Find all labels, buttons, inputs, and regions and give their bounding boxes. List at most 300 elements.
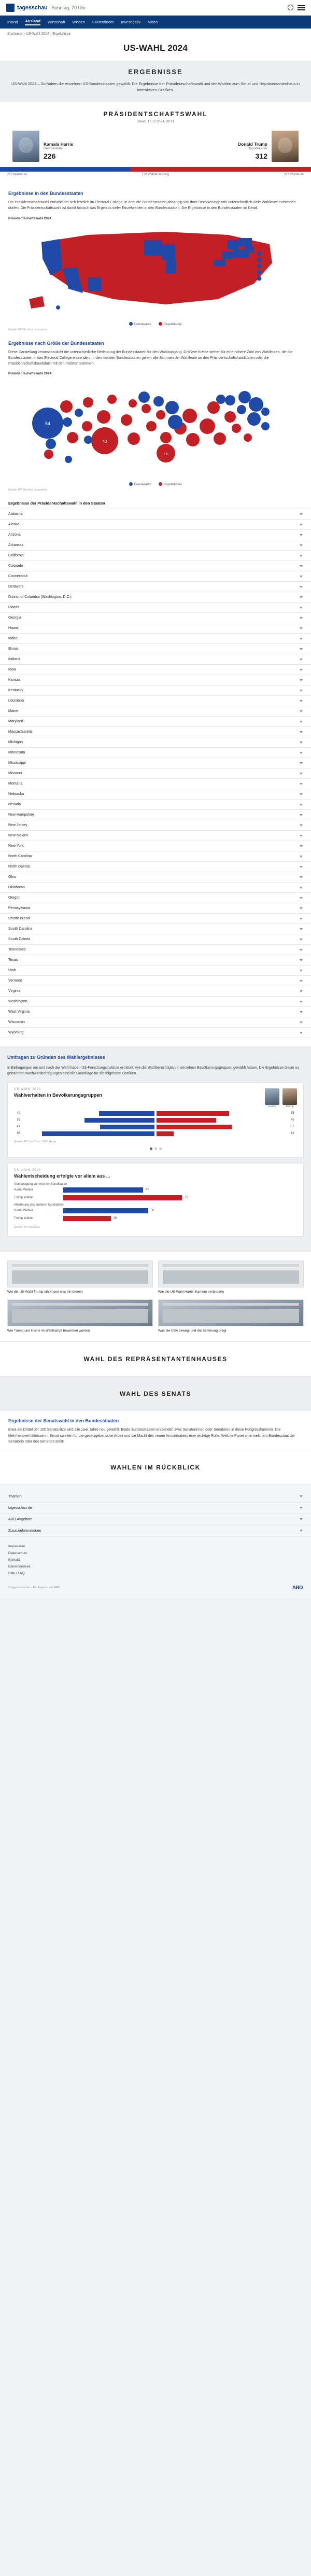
candidate-name: Kamala Harris xyxy=(44,142,74,147)
electors-bar-label-left: 226 Wahlleute xyxy=(7,173,27,177)
state-name: Maryland xyxy=(8,720,23,724)
state-name: Vermont xyxy=(8,979,22,983)
chevron-down-icon xyxy=(300,607,303,609)
teaser-card[interactable] xyxy=(7,1261,153,1294)
us-choropleth-map[interactable] xyxy=(8,221,303,320)
footer-section-label: Zusatzinformationen xyxy=(8,1529,41,1533)
chevron-down-icon xyxy=(300,1530,303,1532)
state-accordion-row[interactable] xyxy=(0,872,311,883)
state-accordion-row[interactable] xyxy=(0,623,311,634)
bubble-source: Quelle: AP/Election Laboratory xyxy=(8,488,47,492)
bar-trump xyxy=(157,1131,174,1136)
senate-section xyxy=(0,1376,311,1411)
chevron-down-icon xyxy=(300,866,303,868)
state-name: Rhode Island xyxy=(8,917,30,921)
chevron-down-icon xyxy=(300,1011,303,1013)
state-accordion-row[interactable] xyxy=(0,561,311,571)
state-accordion-row[interactable] xyxy=(0,893,311,903)
chevron-down-icon xyxy=(300,814,303,816)
state-name: Washington xyxy=(8,1000,27,1004)
house-section xyxy=(0,1341,311,1376)
state-name: Tennessee xyxy=(8,948,26,952)
thumb-label-harris: Harris xyxy=(268,1104,276,1108)
chevron-down-icon xyxy=(300,928,303,930)
chevron-down-icon xyxy=(300,876,303,878)
footer-section-tagesschau[interactable] xyxy=(0,1503,311,1514)
state-accordion-row[interactable] xyxy=(0,717,311,727)
state-name: Illinois xyxy=(8,647,19,651)
presidential-header xyxy=(0,102,311,125)
chevron-down-icon xyxy=(300,856,303,858)
state-accordion-row[interactable] xyxy=(0,706,311,717)
chevron-down-icon xyxy=(300,669,303,671)
motivation-bar-label: Harris Wähler xyxy=(14,1188,33,1192)
legend-item-rep xyxy=(159,322,182,326)
state-accordion-row[interactable] xyxy=(0,685,311,696)
avatar xyxy=(12,131,39,162)
state-name: California xyxy=(8,554,24,558)
chevron-down-icon xyxy=(300,1001,303,1003)
polls-heading: Umfragen zu Gründen des Wahlergebnisses xyxy=(7,1055,105,1060)
avatar xyxy=(265,1088,279,1105)
demographics-bar-row xyxy=(14,1125,297,1129)
map-source: Quelle: AP/Election Laboratory xyxy=(8,328,47,331)
candidate-comparison xyxy=(0,125,311,162)
card-kicker: US-WAHL 2024 xyxy=(14,1168,41,1172)
thumb-label-trump: Trump xyxy=(286,1104,294,1108)
state-accordion-row[interactable] xyxy=(0,986,311,997)
state-name: New Hampshire xyxy=(8,813,34,817)
bar-harris xyxy=(42,1131,154,1136)
electors-bar-rep xyxy=(131,167,311,172)
motivation-bar-row xyxy=(14,1195,297,1200)
legend-item-dem xyxy=(129,322,151,326)
state-map-caption: Präsidentschaftswahl 2024 xyxy=(8,216,52,220)
state-accordion-row[interactable] xyxy=(0,965,311,976)
motivation-chart xyxy=(14,1183,297,1221)
state-name: North Carolina xyxy=(8,855,32,859)
electors-bar xyxy=(0,167,311,172)
chevron-down-icon xyxy=(300,544,303,547)
presidential-heading: PRÄSIDENTSCHAFTSWAHL xyxy=(103,110,208,118)
motivation-bar-value: 70 xyxy=(185,1196,188,1199)
chevron-down-icon xyxy=(300,1021,303,1024)
electors-needed-note: 270 Wahlleute nötig xyxy=(142,173,169,177)
bar-trump xyxy=(157,1111,229,1116)
state-name: Maine xyxy=(8,709,19,713)
motivation-bar-label: Harris Wähler xyxy=(14,1209,33,1212)
results-intro-text: US-Wahl 2024 – So haben die einzelnen US-Bundesstaaten gewählt: Die Ergebnisse der Präsidentschaftswahl und der Wahlen zum Senat und Repräsentantenhaus in interaktiven Grafiken. xyxy=(11,81,300,92)
footer-section-label: Themen xyxy=(8,1494,22,1499)
teaser-thumbnail xyxy=(158,1299,304,1326)
state-name: Connecticut xyxy=(8,575,27,579)
brand-label: tagesschau xyxy=(17,4,48,11)
bar-harris xyxy=(100,1125,154,1129)
chevron-down-icon xyxy=(300,762,303,764)
state-accordion-row[interactable] xyxy=(0,924,311,934)
carousel-dot-3[interactable] xyxy=(159,1147,162,1150)
us-map-svg[interactable] xyxy=(8,221,303,320)
chevron-down-icon xyxy=(300,939,303,941)
state-name: Hawaii xyxy=(8,626,20,631)
state-name: Arizona xyxy=(8,533,21,537)
states-accordion-title: Ergebnisse der Präsidentschaftswahl in den Staaten xyxy=(8,501,105,506)
nav-item-inland[interactable]: Inland xyxy=(7,20,18,24)
state-name: Colorado xyxy=(8,564,23,568)
map-legend xyxy=(8,320,303,326)
state-accordion-row[interactable] xyxy=(0,634,311,644)
teaser-title[interactable]: Wie die US-Wahl Harris' Karriere veränderte xyxy=(158,1290,224,1294)
chevron-down-icon xyxy=(300,617,303,619)
footer-bottom xyxy=(0,1580,311,1598)
state-name: Virginia xyxy=(8,989,21,993)
state-name: Delaware xyxy=(8,585,24,589)
tagesschau-logo-icon xyxy=(6,4,15,12)
state-accordion-row[interactable] xyxy=(0,820,311,831)
footer-link-kontakt[interactable]: Kontakt xyxy=(8,1558,20,1562)
chevron-down-icon xyxy=(300,586,303,588)
chevron-down-icon xyxy=(300,565,303,567)
nav-item-ausland[interactable]: Ausland xyxy=(25,19,40,25)
demographics-bar-row xyxy=(14,1118,297,1123)
chevron-down-icon xyxy=(300,752,303,754)
chevron-down-icon xyxy=(300,700,303,702)
us-bubble-map[interactable] xyxy=(8,376,303,480)
state-name: District of Columbia (Washington, D.C.) xyxy=(8,595,72,599)
footer-link-barrierefreiheit[interactable]: Barrierefreiheit xyxy=(8,1564,31,1569)
legend-label-dem: Demokraten xyxy=(134,483,151,487)
chevron-down-icon xyxy=(300,627,303,629)
state-name: Nevada xyxy=(8,803,21,807)
motivation-bar xyxy=(63,1195,182,1200)
footer-section-ard[interactable] xyxy=(0,1514,311,1525)
footer-link-datenschutz[interactable]: Datenschutz xyxy=(8,1551,27,1555)
state-name: Arkansas xyxy=(8,543,24,548)
state-accordion-row[interactable] xyxy=(0,737,311,748)
nav-item-wissen[interactable]: Wissen xyxy=(72,20,85,24)
chevron-down-icon xyxy=(300,576,303,578)
chevron-down-icon xyxy=(300,710,303,712)
footer-link-hilfe[interactable]: Hilfe / FAQ xyxy=(8,1571,25,1575)
motivation-group-label: Überzeugung von meinem Kandidaten xyxy=(14,1182,67,1186)
state-name: Florida xyxy=(8,606,20,610)
chevron-down-icon xyxy=(300,596,303,598)
brand-area[interactable] xyxy=(6,4,86,12)
senate-heading: WAHL DES SENATS xyxy=(119,1390,192,1398)
state-accordion-row[interactable] xyxy=(0,789,311,800)
results-intro-band xyxy=(0,61,311,102)
chevron-down-icon xyxy=(300,1518,303,1520)
state-accordion-row[interactable] xyxy=(0,551,311,561)
state-accordion-row[interactable] xyxy=(0,1007,311,1017)
state-name: Oklahoma xyxy=(8,886,25,890)
poll-card-demographics xyxy=(7,1082,304,1158)
bubble-map-section xyxy=(0,333,311,494)
motivation-bar-value: 28 xyxy=(113,1216,117,1220)
results-heading: ERGEBNISSE xyxy=(128,68,183,76)
candidate-electors: 226 xyxy=(44,152,56,161)
state-name: South Carolina xyxy=(8,927,33,931)
motivation-bar-row xyxy=(14,1208,297,1213)
state-accordion-row[interactable] xyxy=(0,1017,311,1028)
chevron-down-icon xyxy=(300,638,303,640)
card-candidate-thumbs xyxy=(14,1088,297,1108)
chevron-down-icon xyxy=(300,949,303,951)
card-source: Quelle: AP VoteCast / NBC News xyxy=(14,1140,56,1143)
state-accordion-row[interactable] xyxy=(0,613,311,623)
motivation-bar-row xyxy=(14,1216,297,1221)
state-accordion-row[interactable] xyxy=(0,945,311,955)
state-map-section xyxy=(0,184,311,333)
menu-icon[interactable] xyxy=(298,5,305,10)
chevron-down-icon xyxy=(300,783,303,785)
teaser-thumbnail xyxy=(7,1261,153,1287)
presidential-section xyxy=(0,102,311,184)
chevron-down-icon xyxy=(300,918,303,920)
nav-item-wirtschaft[interactable]: Wirtschaft xyxy=(48,20,65,24)
state-name: Utah xyxy=(8,969,16,973)
footer-section-extra[interactable] xyxy=(0,1525,311,1537)
state-accordion-row[interactable] xyxy=(0,779,311,789)
legend-label-dem: Demokraten xyxy=(134,323,151,326)
card-title: Wahlentscheidung erfolgte vor allem aus ... xyxy=(14,1173,110,1179)
state-accordion-row[interactable] xyxy=(0,862,311,872)
topbar-actions xyxy=(288,5,305,10)
chevron-down-icon xyxy=(300,824,303,827)
chevron-down-icon xyxy=(300,980,303,982)
chevron-down-icon xyxy=(300,793,303,795)
state-accordion-row[interactable] xyxy=(0,831,311,841)
teaser-thumbnail xyxy=(7,1299,153,1326)
chevron-down-icon xyxy=(300,513,303,515)
states-accordion[interactable] xyxy=(0,509,311,1038)
chevron-down-icon xyxy=(300,741,303,744)
demographics-chart xyxy=(14,1111,297,1136)
state-name: South Dakota xyxy=(8,937,31,942)
state-accordion-row[interactable] xyxy=(0,903,311,914)
state-name: Pennsylvania xyxy=(8,906,30,911)
state-name: Kansas xyxy=(8,678,21,682)
state-accordion-row[interactable] xyxy=(0,748,311,758)
brand-time: Sonntag, 20 Uhr xyxy=(51,5,86,10)
candidate-name: Donald Trump xyxy=(237,142,267,147)
state-accordion-row[interactable] xyxy=(0,696,311,706)
chevron-down-icon xyxy=(300,959,303,961)
carousel-dot-2[interactable] xyxy=(154,1147,157,1150)
state-name: Alabama xyxy=(8,512,23,516)
account-icon[interactable] xyxy=(288,5,293,10)
avatar xyxy=(282,1088,297,1105)
main-nav xyxy=(0,16,311,29)
state-name: Idaho xyxy=(8,637,18,641)
chevron-down-icon xyxy=(300,1032,303,1034)
chevron-down-icon xyxy=(300,887,303,889)
teaser-card[interactable] xyxy=(158,1261,304,1294)
motivation-bar xyxy=(63,1208,148,1213)
chevron-down-icon xyxy=(300,659,303,661)
state-name: New Jersey xyxy=(8,823,27,828)
state-name: Missouri xyxy=(8,772,22,776)
state-accordion-row[interactable] xyxy=(0,520,311,530)
nav-item-investigativ[interactable]: Investigativ xyxy=(121,20,141,24)
chevron-down-icon xyxy=(300,990,303,992)
state-accordion-row[interactable] xyxy=(0,883,311,893)
demographics-bar-row xyxy=(14,1131,297,1136)
teaser-grid xyxy=(0,1252,311,1342)
polls-section xyxy=(0,1046,311,1252)
teaser-thumbnail xyxy=(158,1261,304,1287)
footer-section-themen[interactable] xyxy=(0,1491,311,1503)
carousel-dots[interactable] xyxy=(14,1147,297,1150)
footer-links xyxy=(0,1537,311,1580)
candidate-trump xyxy=(170,131,299,162)
state-accordion-row[interactable] xyxy=(0,976,311,986)
chevron-down-icon xyxy=(300,845,303,847)
candidate-electors: 312 xyxy=(255,152,267,161)
teaser-title[interactable]: Was die USA bewegt und die Stimmung prägt xyxy=(158,1328,227,1333)
chevron-down-icon xyxy=(300,534,303,536)
state-accordion-row[interactable] xyxy=(0,758,311,768)
state-map-text: Die Präsidentschaftswahl entscheidet sich letztlich im Electoral College, in dem die Bundesstaaten abhängig von ihrer Bevölkerungszahl unterschiedlich viele Wahlleute entsenden dürfen. Die Präsidentschaftswahl ist damit faktisch das Ergebnis vieler Einzelwahlen in den Bundesstaaten. Die Ergebnisse in den Bundesstaaten im Detail: xyxy=(8,201,296,211)
chevron-down-icon xyxy=(300,773,303,775)
state-accordion-row[interactable] xyxy=(0,934,311,945)
state-accordion-row[interactable] xyxy=(0,800,311,810)
state-name: Indiana xyxy=(8,657,20,662)
chevron-down-icon xyxy=(300,524,303,526)
state-accordion-row[interactable] xyxy=(0,675,311,685)
state-name: Iowa xyxy=(8,668,16,672)
electors-bar-dem xyxy=(0,167,131,172)
svg-text:40: 40 xyxy=(102,439,107,444)
bubble-map-text: Diese Darstellung veranschaulicht die unterschiedliche Bedeutung der Bundesstaaten für den Wahlausgang. Größere Kreise stehen für eine höhere Zahl von Wahlleuten, die die Bundesstaaten in das Electoral College entsenden. In den meisten Bundesstaaten gehen alle Stimmen der Wahlleute an den Präsidentschaftskandidaten oder die Präsidentschaftskandidatin mit den meisten Stimmen. xyxy=(8,350,293,366)
state-name: Ohio xyxy=(8,875,16,879)
state-name: Michigan xyxy=(8,740,23,745)
state-accordion-row[interactable] xyxy=(0,644,311,654)
state-name: Texas xyxy=(8,958,18,962)
chevron-down-icon xyxy=(300,690,303,692)
bar-value-trump: 55 xyxy=(291,1112,294,1115)
state-accordion-row[interactable] xyxy=(0,851,311,862)
footer-section-label: ARD Angebote xyxy=(8,1517,33,1521)
state-accordion-row[interactable] xyxy=(0,810,311,820)
bubble-map-heading: Ergebnisse nach Größe der Bundesstaaten xyxy=(8,340,104,346)
state-name: Kentucky xyxy=(8,689,23,693)
legend-label-rep: Republikaner xyxy=(163,323,182,326)
motivation-bar xyxy=(63,1216,111,1221)
electors-bar-label-right: 312 Wahlleute xyxy=(284,173,304,177)
footer-link-impressum[interactable]: Impressum xyxy=(8,1544,25,1548)
motivation-bar xyxy=(63,1187,143,1193)
state-accordion-row[interactable] xyxy=(0,841,311,851)
page-title: US-WAHL 2024 xyxy=(123,43,188,53)
state-name: West Virginia xyxy=(8,1010,30,1014)
state-accordion-row[interactable] xyxy=(0,654,311,665)
motivation-bar-label: Trump Wähler xyxy=(14,1216,34,1220)
chevron-down-icon xyxy=(300,804,303,806)
card-kicker: US-WAHL 2024 xyxy=(14,1087,41,1091)
state-name: Alaska xyxy=(8,523,20,527)
polls-intro: In Befragungen am und nach der Wahl haben US-Forschungsinstitute ermittelt, wie die Wahlberechtigten in einzelnen Bevölkerungsgruppen gewählt haben. Die Ergebnisse dieser so genannten Nachwahlbefragungen sind die Grundlage für die folgenden Grafiken. xyxy=(7,1066,300,1076)
card-source: Quelle: AP VoteCast xyxy=(14,1225,40,1229)
chevron-down-icon xyxy=(300,970,303,972)
state-name: Wyoming xyxy=(8,1031,24,1035)
topbar xyxy=(0,0,311,16)
carousel-dot-1[interactable] xyxy=(150,1147,152,1150)
candidate-party: Demokraten xyxy=(44,147,62,151)
state-accordion-row[interactable] xyxy=(0,530,311,540)
chevron-down-icon xyxy=(300,731,303,733)
motivation-bar-value: 50 xyxy=(150,1209,154,1212)
bar-value-trump: 45 xyxy=(291,1118,294,1122)
bubble-map-caption: Präsidentschaftswahl 2024 xyxy=(8,372,52,376)
senate-states-heading: Ergebnisse der Senatswahl in den Bundesstaaten xyxy=(8,1418,119,1424)
candidate-party: Republikaner xyxy=(247,147,267,151)
us-bubble-svg[interactable] xyxy=(8,376,303,480)
bar-value-harris: 42 xyxy=(17,1112,20,1115)
nav-item-video[interactable]: Video xyxy=(148,20,158,24)
chevron-down-icon xyxy=(300,1495,303,1497)
footer-section-label: tagesschau.de xyxy=(8,1506,32,1510)
state-accordion-row[interactable] xyxy=(0,603,311,613)
state-map-heading: Ergebnisse in den Bundesstaaten xyxy=(8,191,83,197)
breadcrumb[interactable]: Startseite › US-Wahl 2024 › Ergebnisse xyxy=(7,32,71,36)
avatar xyxy=(272,131,299,162)
state-name: Mississippi xyxy=(8,761,26,765)
bar-value-trump: 13 xyxy=(291,1132,294,1136)
chevron-down-icon xyxy=(300,835,303,837)
state-accordion-row[interactable] xyxy=(0,582,311,592)
bar-value-trump: 57 xyxy=(291,1125,294,1129)
teaser-card[interactable] xyxy=(7,1299,153,1333)
motivation-group-label: Ablehnung des anderen Kandidaten xyxy=(14,1203,64,1207)
bar-harris xyxy=(84,1118,154,1123)
legend-item-dem xyxy=(129,482,151,486)
svg-text:54: 54 xyxy=(45,421,51,427)
footer xyxy=(0,1485,311,1598)
logo[interactable] xyxy=(6,4,48,12)
legend-item-rep xyxy=(159,482,182,486)
state-accordion-row[interactable] xyxy=(0,914,311,924)
state-accordion-row[interactable] xyxy=(0,997,311,1007)
teaser-title[interactable]: Wie die US-Wahl Trump stärkt und was ihn bremst xyxy=(7,1290,83,1294)
bubble-legend xyxy=(8,480,303,486)
chevron-down-icon xyxy=(300,679,303,681)
state-accordion-row[interactable] xyxy=(0,727,311,737)
state-accordion-row[interactable] xyxy=(0,665,311,675)
chevron-down-icon xyxy=(300,721,303,723)
state-name: New York xyxy=(8,844,24,848)
teaser-title[interactable]: Wie Trump und Harris im Wahlkampf beworben wurden xyxy=(7,1328,90,1333)
state-accordion-row[interactable] xyxy=(0,955,311,965)
state-accordion-row[interactable] xyxy=(0,571,311,582)
bar-value-harris: 53 xyxy=(17,1118,20,1122)
chevron-down-icon xyxy=(300,648,303,650)
poll-card-motivation xyxy=(7,1163,304,1237)
nav-item-faktenfinder[interactable]: Faktenfinder xyxy=(92,20,114,24)
retrospective-heading: WAHLEN IM RÜCKBLICK xyxy=(110,1463,201,1471)
chevron-down-icon xyxy=(300,1507,303,1509)
state-accordion-row[interactable] xyxy=(0,768,311,779)
state-accordion-row[interactable] xyxy=(0,592,311,603)
state-accordion-row[interactable] xyxy=(0,1028,311,1038)
state-name: Massachusetts xyxy=(8,730,33,734)
candidate-harris xyxy=(12,131,141,162)
chevron-down-icon xyxy=(300,907,303,909)
state-accordion-row[interactable] xyxy=(0,540,311,551)
state-name: Georgia xyxy=(8,616,21,620)
teaser-card[interactable] xyxy=(158,1299,304,1333)
state-accordion-row[interactable] xyxy=(0,509,311,520)
